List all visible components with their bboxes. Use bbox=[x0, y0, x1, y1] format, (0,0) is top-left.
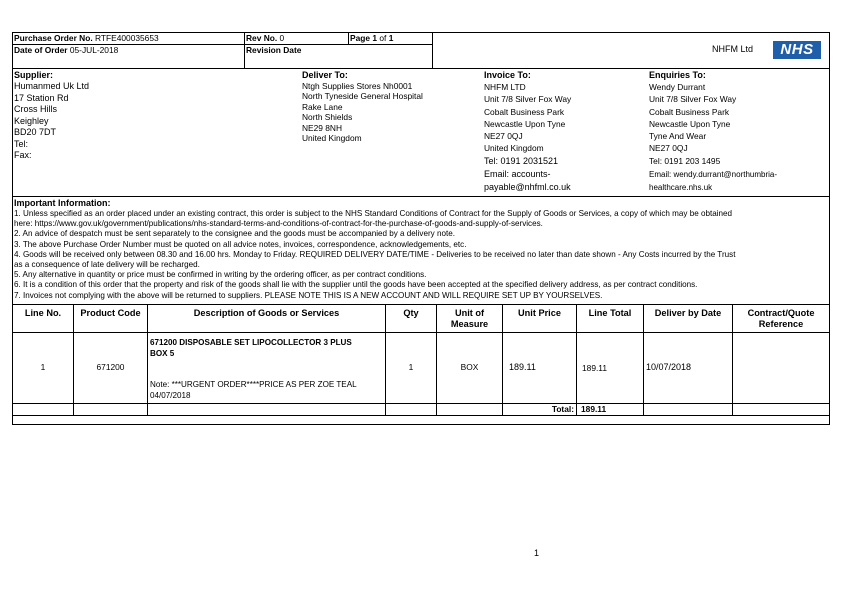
deliver-to-line: Rake Lane bbox=[302, 101, 343, 112]
po-number-label: Purchase Order No. bbox=[14, 33, 93, 43]
enquiries-email: Email: wendy.durrant@northumbria- bbox=[649, 169, 778, 179]
col-header-unit-price: Unit Price bbox=[518, 308, 561, 318]
col-header-contract-line2: Reference bbox=[758, 319, 804, 329]
po-number-value: RTFE400035653 bbox=[95, 33, 159, 43]
supplier-line: 17 Station Rd bbox=[14, 92, 69, 103]
invoice-to-line: Cobalt Business Park bbox=[484, 106, 565, 117]
page-total: 1 bbox=[388, 33, 394, 43]
col-header-unit-line2: Measure bbox=[450, 319, 489, 329]
order-date bbox=[14, 45, 118, 56]
nhs-logo: NHS bbox=[773, 41, 821, 59]
page-of: of bbox=[379, 33, 387, 43]
important-line: 4. Goods will be received only between 08.30 and 16.00 hrs. Monday to Friday. REQUIRED DELIVERY DATE/TIME - Deliveries to be received no later than date shown - Any Costs incurred by the Trust bbox=[14, 249, 736, 259]
deliver-to-section bbox=[302, 70, 423, 143]
enquiries-line: Wendy Durrant bbox=[649, 82, 706, 92]
important-line: 7. Invoices not complying with the above will be returned to suppliers. PLEASE NOTE THIS IS A NEW ACCOUNT AND WILL REQUIRE SET UP BY YOURSELVES. bbox=[14, 290, 603, 300]
deliver-to-line: North Tyneside General Hospital bbox=[302, 91, 423, 102]
invoice-to-line: NE27 0QJ bbox=[484, 131, 523, 142]
col-header-qty: Qty bbox=[403, 308, 419, 318]
supplier-title: Supplier: bbox=[14, 70, 54, 80]
col-header-deliver-by: Deliver by Date bbox=[654, 308, 722, 318]
rev-number-value: 0 bbox=[279, 33, 285, 43]
cell-product-code: 671200 bbox=[96, 362, 125, 372]
important-line: 3. The above Purchase Order Number must be quoted on all advice notes, invoices, correspondence, acknowledgements, etc. bbox=[14, 239, 467, 249]
invoice-to-line: Unit 7/8 Silver Fox Way bbox=[484, 94, 572, 105]
deliver-to-title: Deliver To: bbox=[302, 70, 348, 80]
invoice-to-email: Email: accounts- bbox=[484, 168, 551, 179]
supplier-section bbox=[14, 70, 89, 162]
deliver-to-line: North Shields bbox=[302, 112, 353, 123]
supplier-line: Keighley bbox=[14, 115, 49, 126]
description-line: 671200 DISPOSABLE SET LIPOCOLLECTOR 3 PLUS bbox=[150, 338, 352, 347]
col-header-product-code: Product Code bbox=[80, 308, 141, 318]
enquiries-email-cont: healthcare.nhs.uk bbox=[649, 182, 713, 192]
col-header-contract-reference bbox=[733, 308, 829, 330]
supplier-line: Fax: bbox=[14, 150, 32, 160]
col-header-line-no: Line No. bbox=[24, 308, 62, 318]
supplier-line: Tel: bbox=[14, 138, 29, 149]
cell-qty: 1 bbox=[408, 362, 414, 372]
description-note: Note: ***URGENT ORDER****PRICE AS PER ZOE TEAL bbox=[150, 380, 357, 389]
col-header-line-total: Line Total bbox=[588, 308, 632, 318]
important-line: 1. Unless specified as an order placed under an existing contract, this order is subject to the NHS Standard Conditions of Contract for the Supply of Goods or Services, a copy of which may be obtained bbox=[14, 209, 733, 218]
invoice-to-line: Newcastle Upon Tyne bbox=[484, 118, 566, 129]
enquiries-line: Cobalt Business Park bbox=[649, 106, 730, 117]
cell-line-no: 1 bbox=[40, 362, 46, 372]
deliver-to-line: Ntgh Supplies Stores Nh0001 bbox=[302, 81, 413, 91]
invoice-to-tel: Tel: 0191 2031521 bbox=[484, 155, 559, 166]
cell-deliver-by: 10/07/2018 bbox=[646, 362, 692, 372]
cell-description bbox=[150, 338, 357, 401]
rev-number bbox=[246, 33, 284, 44]
supplier-line: BD20 7DT bbox=[14, 127, 57, 137]
invoice-to-line: NHFM LTD bbox=[484, 82, 526, 92]
total-value: 189.11 bbox=[581, 404, 607, 414]
enquiries-line: Tyne And Wear bbox=[649, 131, 707, 142]
important-line: 5. Any alternative in quantity or price must be confirmed in writing by the ordering officer, as per contract conditions. bbox=[14, 270, 427, 280]
deliver-to-line: NE29 8NH bbox=[302, 122, 343, 133]
invoice-to-section bbox=[484, 70, 571, 194]
page-current: 1 bbox=[372, 33, 378, 43]
cell-unit-price: 189.11 bbox=[509, 362, 536, 372]
deliver-to-line: United Kingdom bbox=[302, 133, 362, 144]
col-header-contract-line1: Contract/Quote bbox=[747, 308, 815, 318]
revision-date-label: Revision Date bbox=[246, 45, 302, 55]
supplier-line: Cross Hills bbox=[14, 104, 58, 114]
description-note: 04/07/2018 bbox=[150, 390, 191, 400]
page-label: Page bbox=[350, 33, 371, 43]
org-name: NHFM Ltd bbox=[712, 44, 754, 54]
po-number bbox=[14, 33, 159, 44]
col-header-unit-line1: Unit of bbox=[454, 308, 485, 318]
order-date-label: Date of Order bbox=[14, 45, 68, 55]
total-label: Total: bbox=[551, 404, 574, 414]
enquiries-line: Unit 7/8 Silver Fox Way bbox=[649, 94, 737, 105]
page-number-footer: 1 bbox=[534, 548, 540, 558]
important-line: here: https://www.gov.uk/government/publications/nhs-standard-terms-and-conditions-of-contract-for-the-purchase-of-goods-and-supply-of-services. bbox=[14, 219, 543, 229]
enquiries-line: Newcastle Upon Tyne bbox=[649, 118, 731, 129]
important-line: 6. It is a condition of this order that the property and risk of the goods shall lie with the supplier until the goods have been accepted at the specified delivery address, as per contract conditions. bbox=[14, 280, 698, 290]
important-information bbox=[14, 198, 735, 301]
description-line: BOX 5 bbox=[150, 348, 175, 358]
important-line: 2. An advice of despatch must be sent separately to the consignee and the goods must be accompanied by a delivery note. bbox=[14, 229, 455, 239]
rev-number-label: Rev No. bbox=[246, 33, 278, 43]
enquiries-section bbox=[649, 70, 777, 194]
cell-line-total: 189.11 bbox=[582, 363, 607, 373]
invoice-to-title: Invoice To: bbox=[484, 70, 531, 80]
enquiries-line: NE27 0QJ bbox=[649, 143, 688, 154]
order-date-value: 05-JUL-2018 bbox=[69, 45, 119, 55]
col-header-description: Description of Goods or Services bbox=[193, 308, 340, 318]
page-indicator bbox=[350, 33, 393, 44]
col-header-unit-of-measure bbox=[437, 308, 502, 330]
invoice-to-line: United Kingdom bbox=[484, 143, 544, 154]
important-line: as a consequence of late delivery will be recharged. bbox=[14, 260, 200, 270]
cell-unit: BOX bbox=[460, 362, 479, 372]
invoice-to-email-cont: payable@nhfml.co.uk bbox=[484, 181, 571, 192]
enquiries-title: Enquiries To: bbox=[649, 70, 706, 80]
supplier-line: Humanmed Uk Ltd bbox=[14, 81, 90, 91]
important-title: Important Information: bbox=[14, 198, 111, 208]
enquiries-tel: Tel: 0191 203 1495 bbox=[649, 155, 721, 166]
